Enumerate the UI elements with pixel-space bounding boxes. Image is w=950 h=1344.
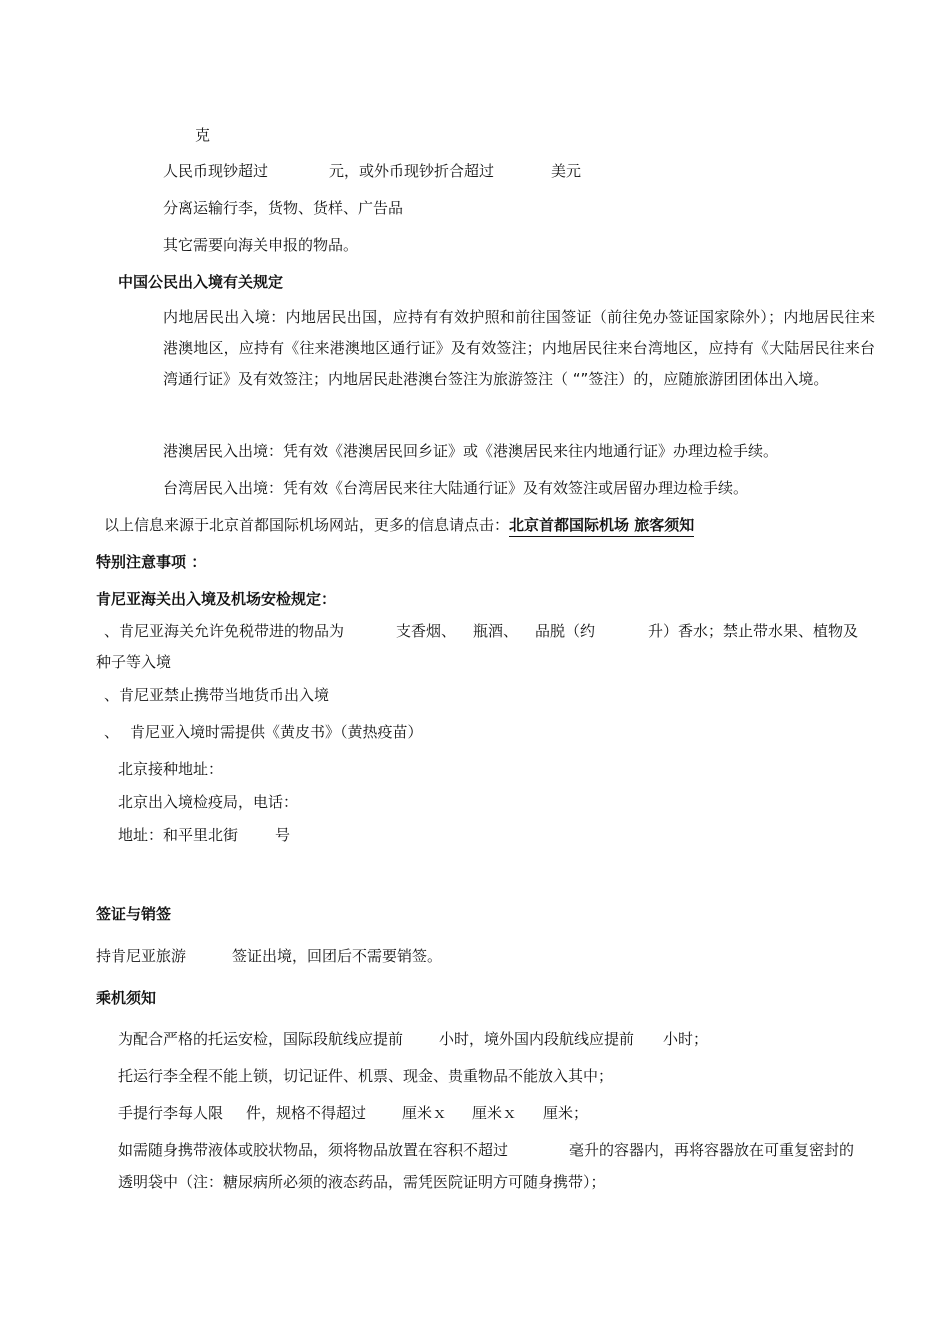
quarantine-bureau-phone: 北京出入境检疫局，电话：	[118, 793, 299, 811]
checkin-time-domestic: 小时，境外国内段航线应提前	[439, 1030, 635, 1048]
bureau-address: 地址：和平里北街	[118, 826, 239, 844]
kenya-rules-heading: 肯尼亚海关出入境及机场安检规定：	[96, 590, 337, 608]
taiwan-rules: 台湾居民入出境：凭有效《台湾居民来往大陆通行证》及有效签注或居留办理边检手续。	[163, 479, 749, 497]
cash-limit-usd: 美元	[551, 162, 582, 180]
visa-text-cont: 签证出境，回团后不需要销签。	[232, 947, 443, 965]
kenya-yellow-book: 肯尼亚入境时需提供《黄皮书》（黄热疫苗）	[130, 723, 423, 741]
kenya-duty-free-line1: 、肯尼亚海关允许免税带进的物品为	[104, 622, 345, 640]
carry-on-limit: 手提行李每人限	[118, 1104, 224, 1122]
visa-heading: 签证与销签	[96, 905, 172, 923]
carry-on-size: 件，规格不得超过	[246, 1104, 367, 1122]
kenya-seeds: 种子等入境	[96, 653, 172, 671]
carry-on-dim2: 厘米ｘ	[472, 1104, 518, 1122]
checkin-time-hours: 小时；	[663, 1030, 709, 1048]
carry-on-dim1: 厘米ｘ	[402, 1104, 448, 1122]
kenya-perfume-ban: 升）香水；禁止带水果、植物及	[648, 622, 859, 640]
cash-limit-foreign: 元，或外币现钞折合超过	[329, 162, 495, 180]
kenya-yellow-book-bullet: 、	[104, 723, 120, 741]
kenya-cigarettes: 支香烟、	[396, 622, 457, 640]
hk-macau-rules: 港澳居民入出境：凭有效《港澳居民回乡证》或《港澳居民来往内地通行证》办理边检手续。	[163, 442, 779, 460]
other-items: 其它需要向海关申报的物品。	[163, 236, 359, 254]
kenya-alcohol: 瓶酒、	[473, 622, 519, 640]
liquid-rule: 如需随身携带液体或胶状物品，须将物品放置在容积不超过	[118, 1141, 509, 1159]
checkin-time-rule: 为配合严格的托运安检，国际段航线应提前	[118, 1030, 404, 1048]
kenya-pint: 品脱（约	[535, 622, 596, 640]
visa-text: 持肯尼亚旅游	[96, 947, 187, 965]
bureau-address-number: 号	[275, 826, 291, 844]
separate-baggage-item: 分离运输行李，货物、货样、广告品	[163, 199, 404, 217]
liquid-rule-cont: 毫升的容器内，再将容器放在可重复密封的	[569, 1141, 855, 1159]
airport-passenger-guide-link[interactable]: 北京首都国际机场 旅客须知	[509, 516, 694, 537]
vaccine-address-label: 北京接种地址：	[118, 760, 224, 778]
citizen-rules-heading: 中国公民出入境有关规定	[118, 273, 284, 291]
kenya-currency-rule: 、肯尼亚禁止携带当地货币出入境	[104, 686, 330, 704]
boarding-heading: 乘机须知	[96, 989, 157, 1007]
cash-limit-rmb: 人民币现钞超过	[163, 162, 269, 180]
mainland-rules-paragraph: 内地居民出入境：内地居民出国，应持有有效护照和前往国签证（前往免办签证国家除外）；内地居民往来港澳地区，应持有《往来港澳地区通行证》及有效签注；内地居民往来台湾地区，应持有《大陆居民往来台湾通行证》及有效签注；内地居民赴港澳台签注为旅游签注（ “”签注）的，应随旅游团团体出入境。	[163, 308, 875, 388]
no-lock-rule: 托运行李全程不能上锁，切记证件、机票、现金、贵重物品不能放入其中；	[118, 1067, 614, 1085]
gram-unit: 克	[195, 126, 211, 144]
special-notice-heading: 特别注意事项 ：	[96, 553, 207, 571]
carry-on-dim3: 厘米；	[543, 1104, 589, 1122]
source-note-text: 以上信息来源于北京首都国际机场网站，更多的信息请点击：	[104, 516, 510, 534]
liquid-rule-note: 透明袋中（注：糖尿病所必须的液态药品，需凭医院证明方可随身携带）；	[118, 1173, 606, 1191]
source-note	[104, 515, 694, 535]
